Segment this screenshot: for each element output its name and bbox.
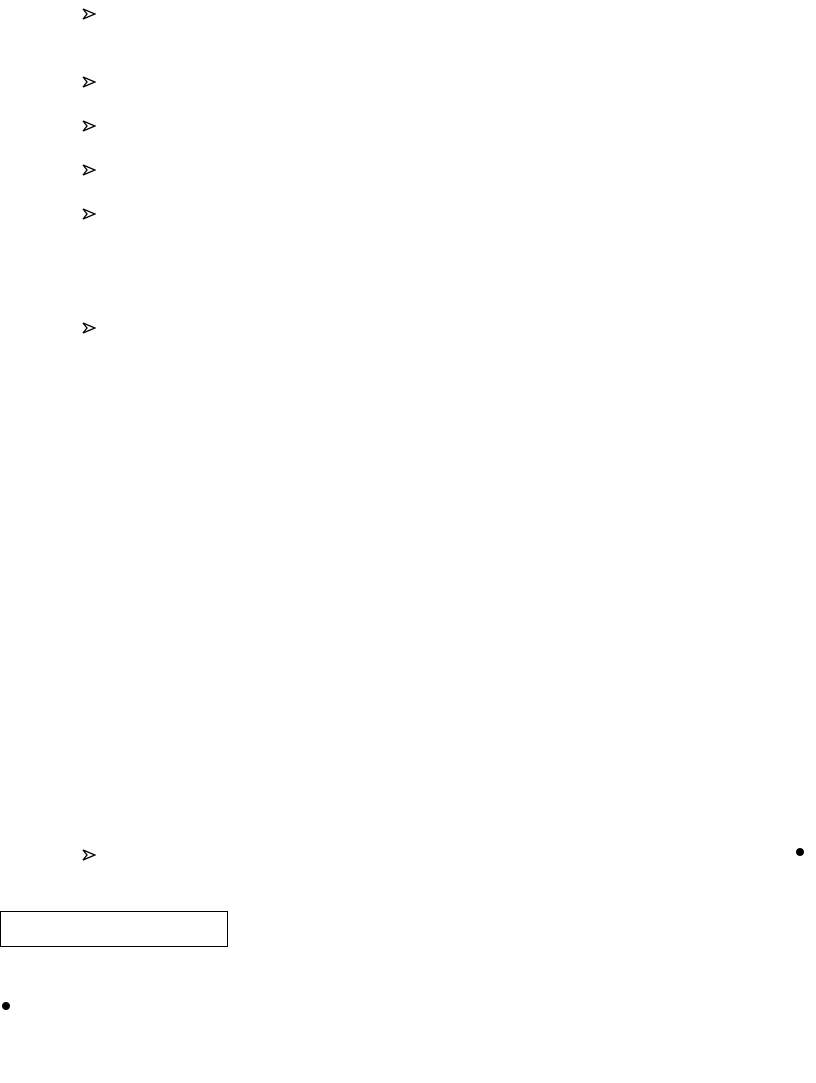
empty-table-cell bbox=[0, 911, 228, 947]
arrow-bullet-icon bbox=[82, 202, 102, 220]
work-item bbox=[2, 996, 14, 1020]
arrow-bullet-icon bbox=[82, 2, 102, 20]
round-bullet-icon bbox=[796, 848, 804, 856]
arrow-bullet-icon bbox=[82, 843, 102, 861]
round-bullet-icon bbox=[2, 1002, 10, 1010]
list-item-railway bbox=[108, 843, 808, 867]
arrow-bullet-icon bbox=[82, 114, 102, 132]
arrow-bullet-icon bbox=[82, 70, 102, 88]
arrow-bullet-icon bbox=[82, 158, 102, 176]
arrow-bullet-icon bbox=[82, 316, 102, 334]
